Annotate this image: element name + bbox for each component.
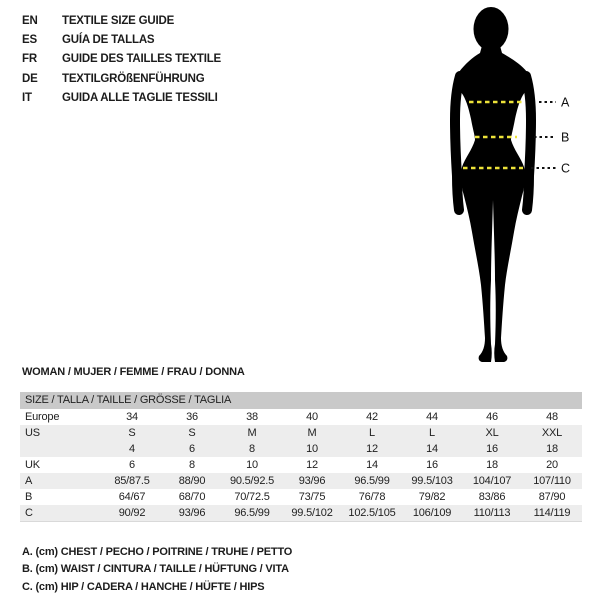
language-label: TEXTILGRÖßENFÜHRUNG (62, 72, 205, 85)
size-value-cell: 36 (186, 411, 198, 423)
size-table-grid (20, 409, 582, 521)
language-label: TEXTILE SIZE GUIDE (62, 14, 175, 27)
table-row (20, 425, 582, 441)
row-label: Europe (25, 411, 60, 423)
size-value-cell: 96.5/99 (354, 475, 390, 487)
size-value-cell: 18 (546, 443, 558, 455)
row-label: B (25, 491, 33, 503)
waist-marker-label: B (561, 130, 570, 145)
row-label: A (25, 475, 33, 487)
table-row (20, 505, 582, 521)
size-value-cell: 12 (306, 459, 318, 471)
size-value-cell: 48 (546, 411, 558, 423)
woman-silhouette-svg (418, 0, 600, 372)
size-value-cell: XXL (541, 427, 563, 439)
size-value-cell: 10 (306, 443, 318, 455)
size-value-cell: L (369, 427, 375, 439)
size-value-cell: 87/90 (538, 491, 566, 503)
size-value-cell: 83/86 (478, 491, 506, 503)
language-label: GUIDA ALLE TAGLIE TESSILI (62, 92, 218, 105)
language-code: FR (22, 53, 37, 66)
size-value-cell: 70/72.5 (234, 491, 270, 503)
silhouette-body (456, 42, 529, 362)
language-row (22, 11, 221, 30)
size-value-cell: 88/90 (178, 475, 206, 487)
size-value-cell: S (128, 427, 136, 439)
silhouette-right-arm (526, 76, 531, 210)
size-value-cell: M (307, 427, 317, 439)
size-value-cell: 12 (366, 443, 378, 455)
language-code: IT (22, 92, 32, 105)
language-row (22, 50, 221, 69)
size-value-cell: 8 (249, 443, 255, 455)
language-row (22, 30, 221, 49)
size-value-cell: 102.5/105 (348, 507, 396, 519)
language-row (22, 89, 221, 108)
size-value-cell: 16 (426, 459, 438, 471)
size-value-cell: 46 (486, 411, 498, 423)
table-row (20, 409, 582, 425)
size-value-cell: 93/96 (178, 507, 206, 519)
size-value-cell: 106/109 (412, 507, 452, 519)
size-value-cell: 8 (189, 459, 195, 471)
row-label: C (25, 507, 33, 519)
language-code: DE (22, 72, 38, 85)
size-value-cell: 107/110 (533, 475, 571, 487)
size-value-cell: 40 (306, 411, 318, 423)
language-code: ES (22, 34, 37, 47)
size-value-cell: 79/82 (418, 491, 446, 503)
size-value-cell: 4 (129, 443, 135, 455)
size-value-cell: 90.5/92.5 (229, 475, 275, 487)
size-value-cell: 42 (366, 411, 378, 423)
hip-marker-label: C (561, 161, 571, 176)
size-value-cell: 99.5/103 (411, 475, 453, 487)
row-label (20, 441, 102, 457)
size-value-cell: 114/119 (533, 507, 571, 519)
silhouette-left-arm (455, 76, 460, 210)
size-value-cell: 18 (486, 459, 498, 471)
size-value-cell: S (188, 427, 196, 439)
waist-footnote: B. (cm) WAIST / CINTURA / TAILLE / HÜFTUNG / VITA (22, 563, 289, 576)
hip-footnote: C. (cm) HIP / CADERA / HANCHE / HÜFTE / HIPS (22, 580, 265, 593)
size-value-cell: 104/107 (472, 475, 512, 487)
measurement-footnotes (22, 544, 292, 596)
size-value-cell: 90/92 (118, 507, 146, 519)
size-value-cell: XL (485, 427, 499, 439)
language-list (22, 11, 221, 108)
language-row (22, 69, 221, 88)
size-value-cell: 93/96 (298, 475, 326, 487)
table-row (20, 473, 582, 489)
size-value-cell: 73/75 (298, 491, 326, 503)
size-table-header: SIZE / TALLA / TAILLE / GRÖSSE / TAGLIA (20, 392, 582, 409)
size-value-cell: 38 (246, 411, 258, 423)
size-value-cell: L (429, 427, 435, 439)
size-value-cell: 10 (246, 459, 258, 471)
language-code: EN (22, 14, 38, 27)
size-value-cell: 68/70 (178, 491, 206, 503)
size-value-cell: 34 (126, 411, 138, 423)
language-label: GUIDE DES TAILLES TEXTILE (62, 53, 221, 66)
chest-footnote: A. (cm) CHEST / PECHO / POITRINE / TRUHE / PETTO (22, 546, 293, 558)
table-row (20, 441, 582, 457)
table-row (20, 489, 582, 505)
size-value-cell: 96.5/99 (234, 507, 270, 519)
size-value-cell: 6 (129, 459, 135, 471)
size-table (20, 392, 582, 522)
size-value-cell: 14 (426, 443, 438, 455)
size-value-cell: 6 (189, 443, 195, 455)
table-row (20, 457, 582, 473)
size-value-cell: 110/113 (473, 507, 511, 519)
size-value-cell: 76/78 (358, 491, 386, 503)
size-value-cell: 16 (486, 443, 498, 455)
size-value-cell: 20 (546, 459, 558, 471)
woman-silhouette-figure (418, 0, 600, 372)
size-value-cell: 85/87.5 (114, 475, 150, 487)
size-value-cell: M (247, 427, 257, 439)
size-value-cell: 99.5/102 (291, 507, 333, 519)
gender-subtitle: WOMAN / MUJER / FEMME / FRAU / DONNA (22, 366, 245, 378)
chest-marker-label: A (561, 95, 570, 110)
language-label: GUÍA DE TALLAS (62, 34, 155, 47)
size-value-cell: 44 (426, 411, 438, 423)
size-value-cell: 14 (366, 459, 378, 471)
row-label: US (25, 427, 40, 439)
row-label: UK (25, 459, 40, 471)
size-value-cell: 64/67 (118, 491, 146, 503)
